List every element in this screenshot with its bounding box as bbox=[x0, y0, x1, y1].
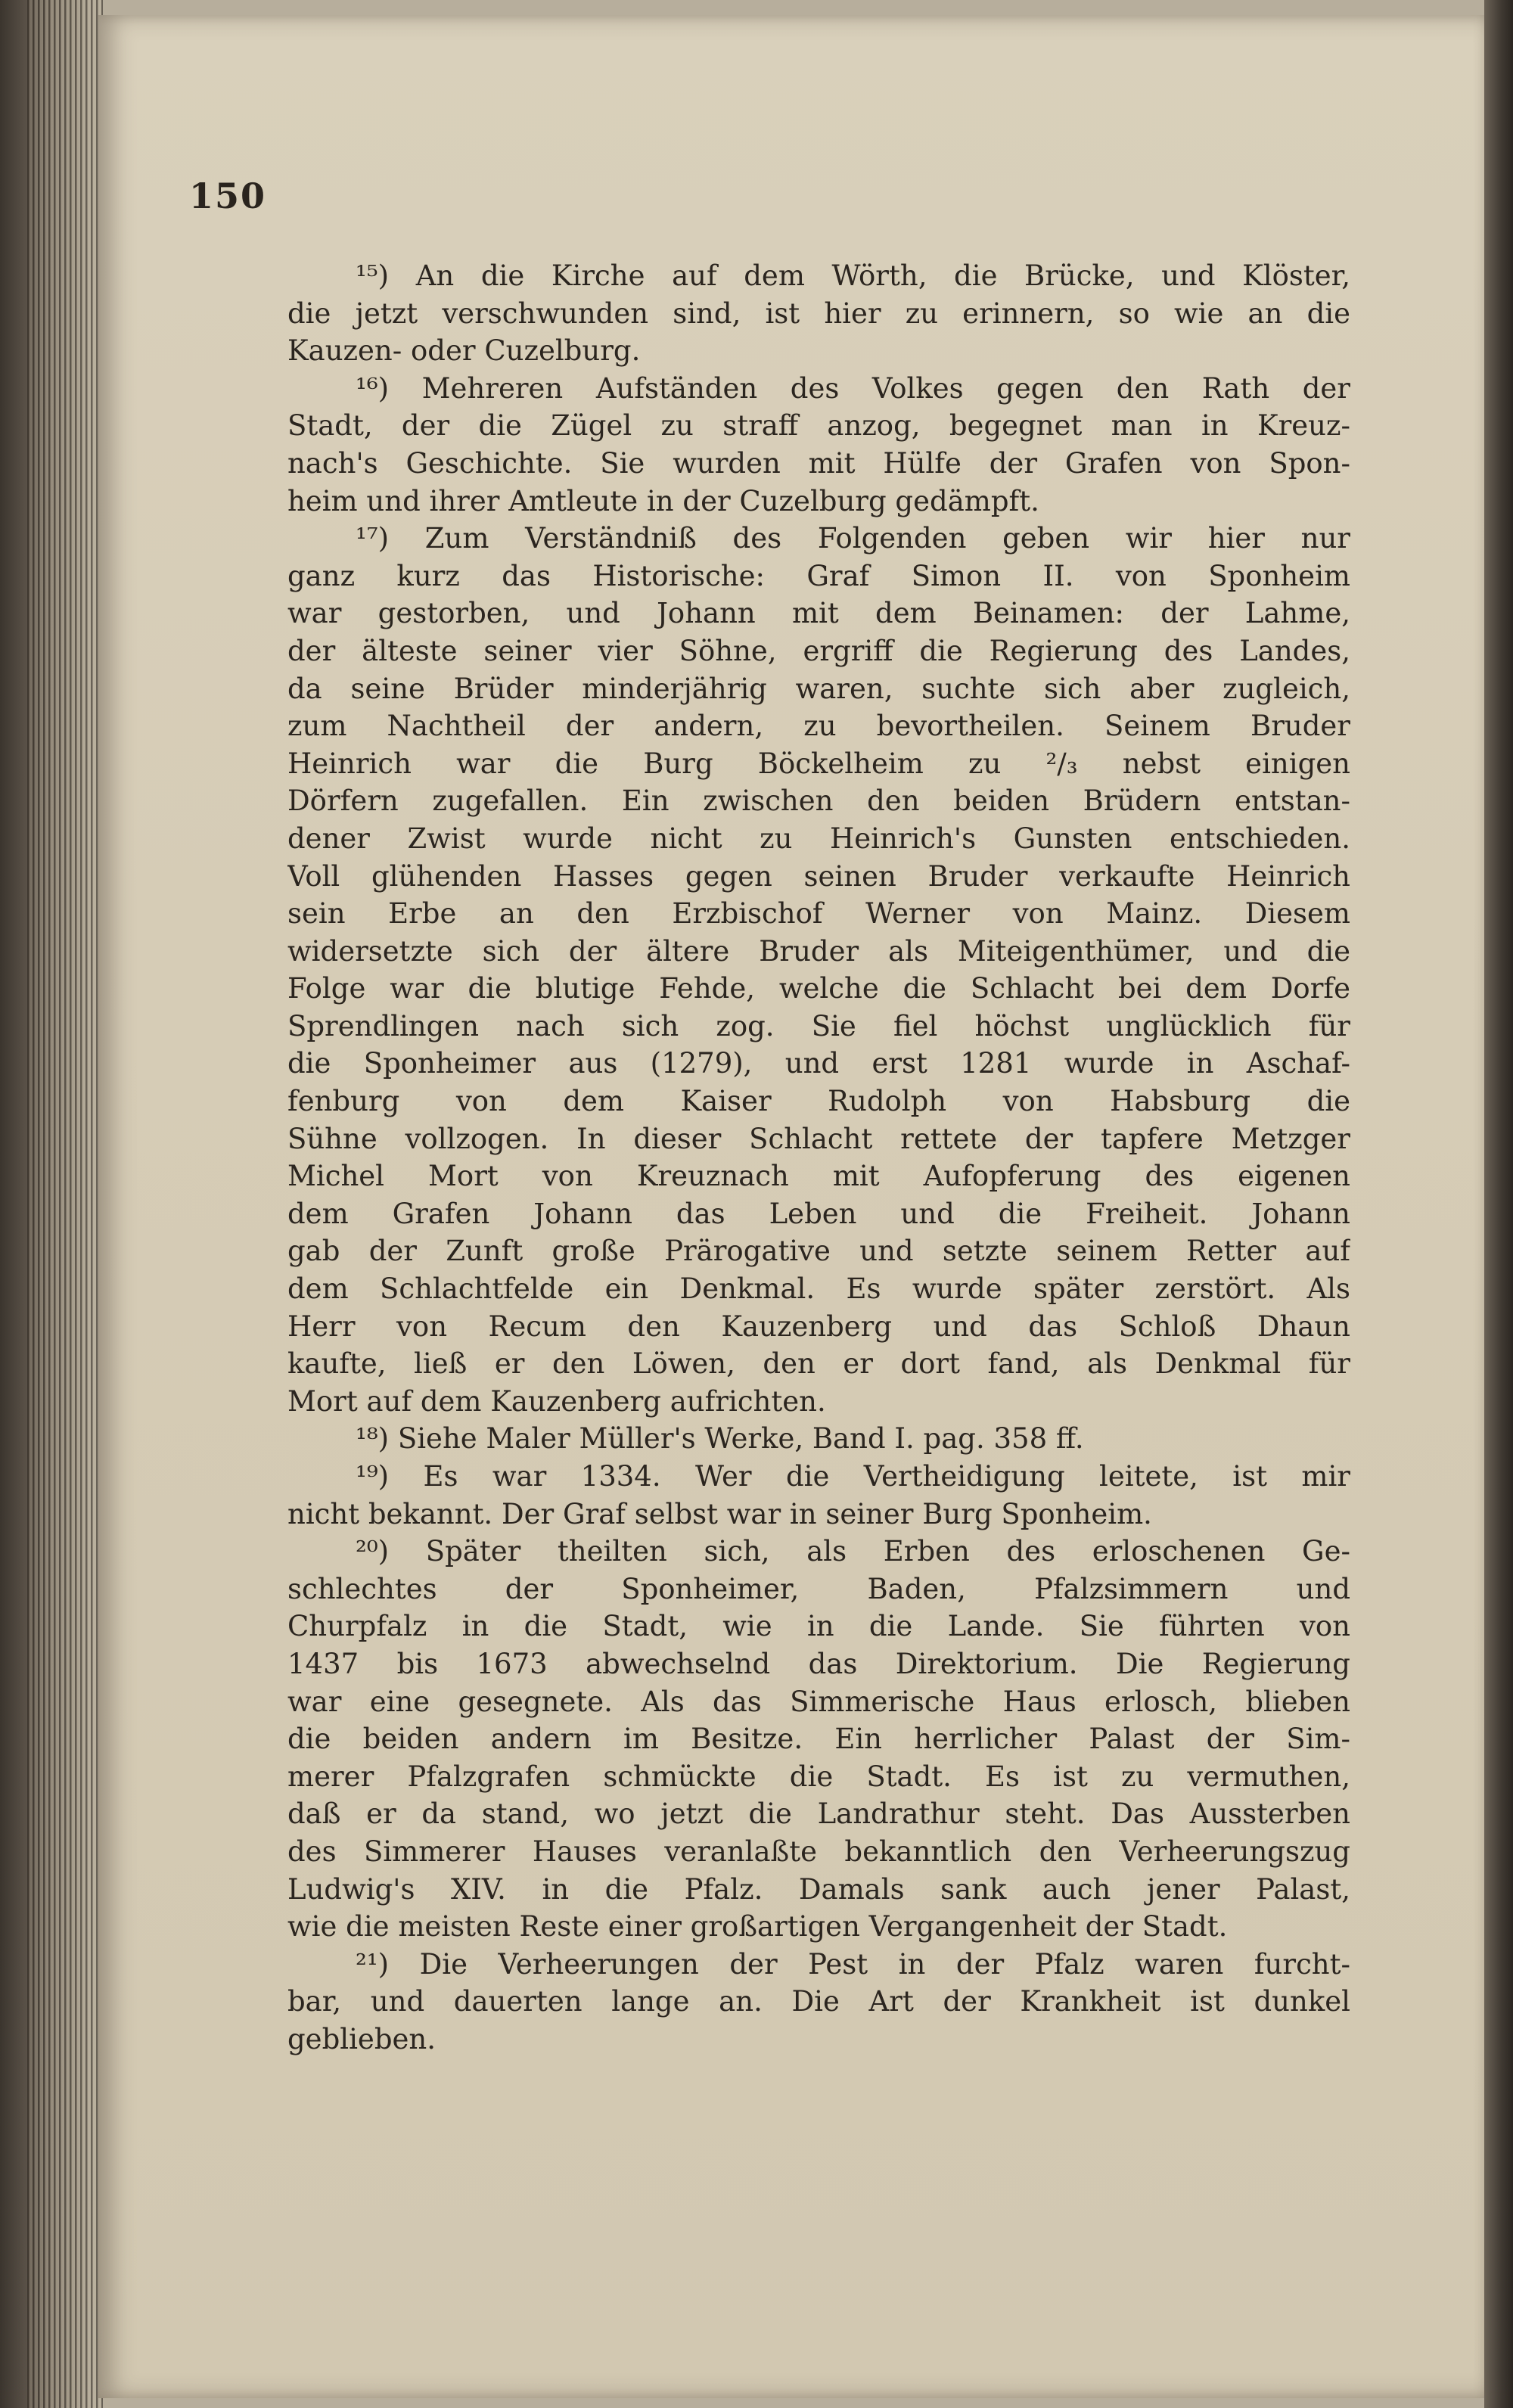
text-line: geblieben. bbox=[287, 2022, 437, 2055]
text-line: dener Zwist wurde nicht zu Heinrich's Gunsten entschieden. bbox=[287, 822, 1350, 855]
text-line: Sühne vollzogen. In dieser Schlacht rettete der tapfere Metzger bbox=[287, 1122, 1350, 1155]
text-line: daß er da stand, wo jetzt die Landrathur steht. Das Aussterben bbox=[287, 1797, 1350, 1831]
text-line: Folge war die blutige Fehde, welche die Schlacht bei dem Dorfe bbox=[287, 972, 1350, 1005]
text-line: Voll glühenden Hasses gegen seinen Bruder verkaufte Heinrich bbox=[287, 859, 1350, 893]
text-line: der älteste seiner vier Söhne, ergriff die Regierung des Landes, bbox=[287, 634, 1350, 667]
footnotes-text-block bbox=[287, 257, 1350, 2058]
text-line: fenburg von dem Kaiser Rudolph von Habsburg die bbox=[287, 1085, 1350, 1118]
text-line: ²¹) Die Verheerungen der Pest in der Pfalz waren furcht- bbox=[356, 1947, 1350, 1981]
text-line: dem Schlachtfelde ein Denkmal. Es wurde später zerstört. Als bbox=[287, 1272, 1350, 1306]
text-line: merer Pfalzgrafen schmückte die Stadt. Es ist zu vermuthen, bbox=[287, 1760, 1350, 1793]
text-line: ¹⁸) Siehe Maler Müller's Werke, Band I. pag. 358 ff. bbox=[356, 1422, 1084, 1456]
text-line: ¹⁵) An die Kirche auf dem Wörth, die Brücke, und Klöster, bbox=[356, 259, 1350, 292]
text-line: Dörfern zugefallen. Ein zwischen den beiden Brüdern entstan- bbox=[287, 785, 1350, 818]
text-line: war gestorben, und Johann mit dem Beinamen: der Lahme, bbox=[287, 597, 1350, 630]
text-line: da seine Brüder minderjährig waren, suchte sich aber zugleich, bbox=[287, 672, 1350, 705]
text-line: Heinrich war die Burg Böckelheim zu ²/₃ nebst einigen bbox=[287, 747, 1350, 780]
text-line: nach's Geschichte. Sie wurden mit Hülfe der Grafen von Spon- bbox=[287, 446, 1350, 480]
text-line: ¹⁷) Zum Verständniß des Folgenden geben wir hier nur bbox=[356, 522, 1350, 555]
text-line: nicht bekannt. Der Graf selbst war in seiner Burg Sponheim. bbox=[287, 1497, 1152, 1530]
text-line: bar, und dauerten lange an. Die Art der Krankheit ist dunkel bbox=[287, 1985, 1350, 2018]
text-line: Herr von Recum den Kauzenberg und das Schloß Dhaun bbox=[287, 1310, 1350, 1343]
text-line: Mort auf dem Kauzenberg aufrichten. bbox=[287, 1384, 826, 1418]
text-line: ¹⁶) Mehreren Aufständen des Volkes gegen den Rath der bbox=[356, 371, 1350, 405]
text-line: zum Nachtheil der andern, zu bevortheilen. Seinem Bruder bbox=[287, 710, 1350, 743]
text-line: ¹⁹) Es war 1334. Wer die Vertheidigung leitete, ist mir bbox=[356, 1460, 1350, 1493]
text-line: die Sponheimer aus (1279), und erst 1281 wurde in Aschaf- bbox=[287, 1047, 1350, 1080]
text-line: ganz kurz das Historische: Graf Simon II. von Sponheim bbox=[287, 559, 1350, 592]
text-line: war eine gesegnete. Als das Simmerische Haus erlosch, blieben bbox=[287, 1685, 1350, 1718]
text-line: Sprendlingen nach sich zog. Sie fiel höchst unglücklich für bbox=[287, 1009, 1350, 1042]
text-line: schlechtes der Sponheimer, Baden, Pfalzsimmern und bbox=[287, 1572, 1350, 1605]
text-line: wie die meisten Reste einer großartigen Vergangenheit der Stadt. bbox=[287, 1910, 1228, 1943]
text-line: Michel Mort von Kreuznach mit Aufopferung des eigenen bbox=[287, 1160, 1350, 1193]
stacked-page-edges bbox=[27, 0, 103, 2408]
text-line: ²⁰) Später theilten sich, als Erben des erloschenen Ge- bbox=[356, 1535, 1350, 1568]
text-line: widersetzte sich der ältere Bruder als Miteigenthümer, und die bbox=[287, 934, 1350, 968]
text-line: Churpfalz in die Stadt, wie in die Lande. Sie führten von bbox=[287, 1610, 1350, 1643]
text-line: Stadt, der die Zügel zu straff anzog, begegnet man in Kreuz- bbox=[287, 409, 1350, 443]
text-line: heim und ihrer Amtleute in der Cuzelburg gedämpft. bbox=[287, 484, 1039, 517]
text-line: Kauzen- oder Cuzelburg. bbox=[287, 334, 641, 368]
right-margin-shadow bbox=[1484, 0, 1513, 2408]
text-line: kaufte, ließ er den Löwen, den er dort fand, als Denkmal für bbox=[287, 1347, 1350, 1381]
page-number: 150 bbox=[189, 176, 267, 216]
text-line: dem Grafen Johann das Leben und die Freiheit. Johann bbox=[287, 1197, 1350, 1230]
text-line: gab der Zunft große Prärogative und setzte seinem Retter auf bbox=[287, 1235, 1350, 1268]
text-line: des Simmerer Hauses veranlaßte bekanntlich den Verheerungszug bbox=[287, 1835, 1350, 1868]
text-line: 1437 bis 1673 abwechselnd das Direktorium. Die Regierung bbox=[287, 1647, 1350, 1680]
text-line: Ludwig's XIV. in die Pfalz. Damals sank auch jener Palast, bbox=[287, 1872, 1350, 1906]
text-line: sein Erbe an den Erzbischof Werner von Mainz. Diesem bbox=[287, 897, 1350, 931]
text-line: die jetzt verschwunden sind, ist hier zu erinnern, so wie an die bbox=[287, 297, 1350, 330]
text-line: die beiden andern im Besitze. Ein herrlicher Palast der Sim- bbox=[287, 1723, 1350, 1756]
